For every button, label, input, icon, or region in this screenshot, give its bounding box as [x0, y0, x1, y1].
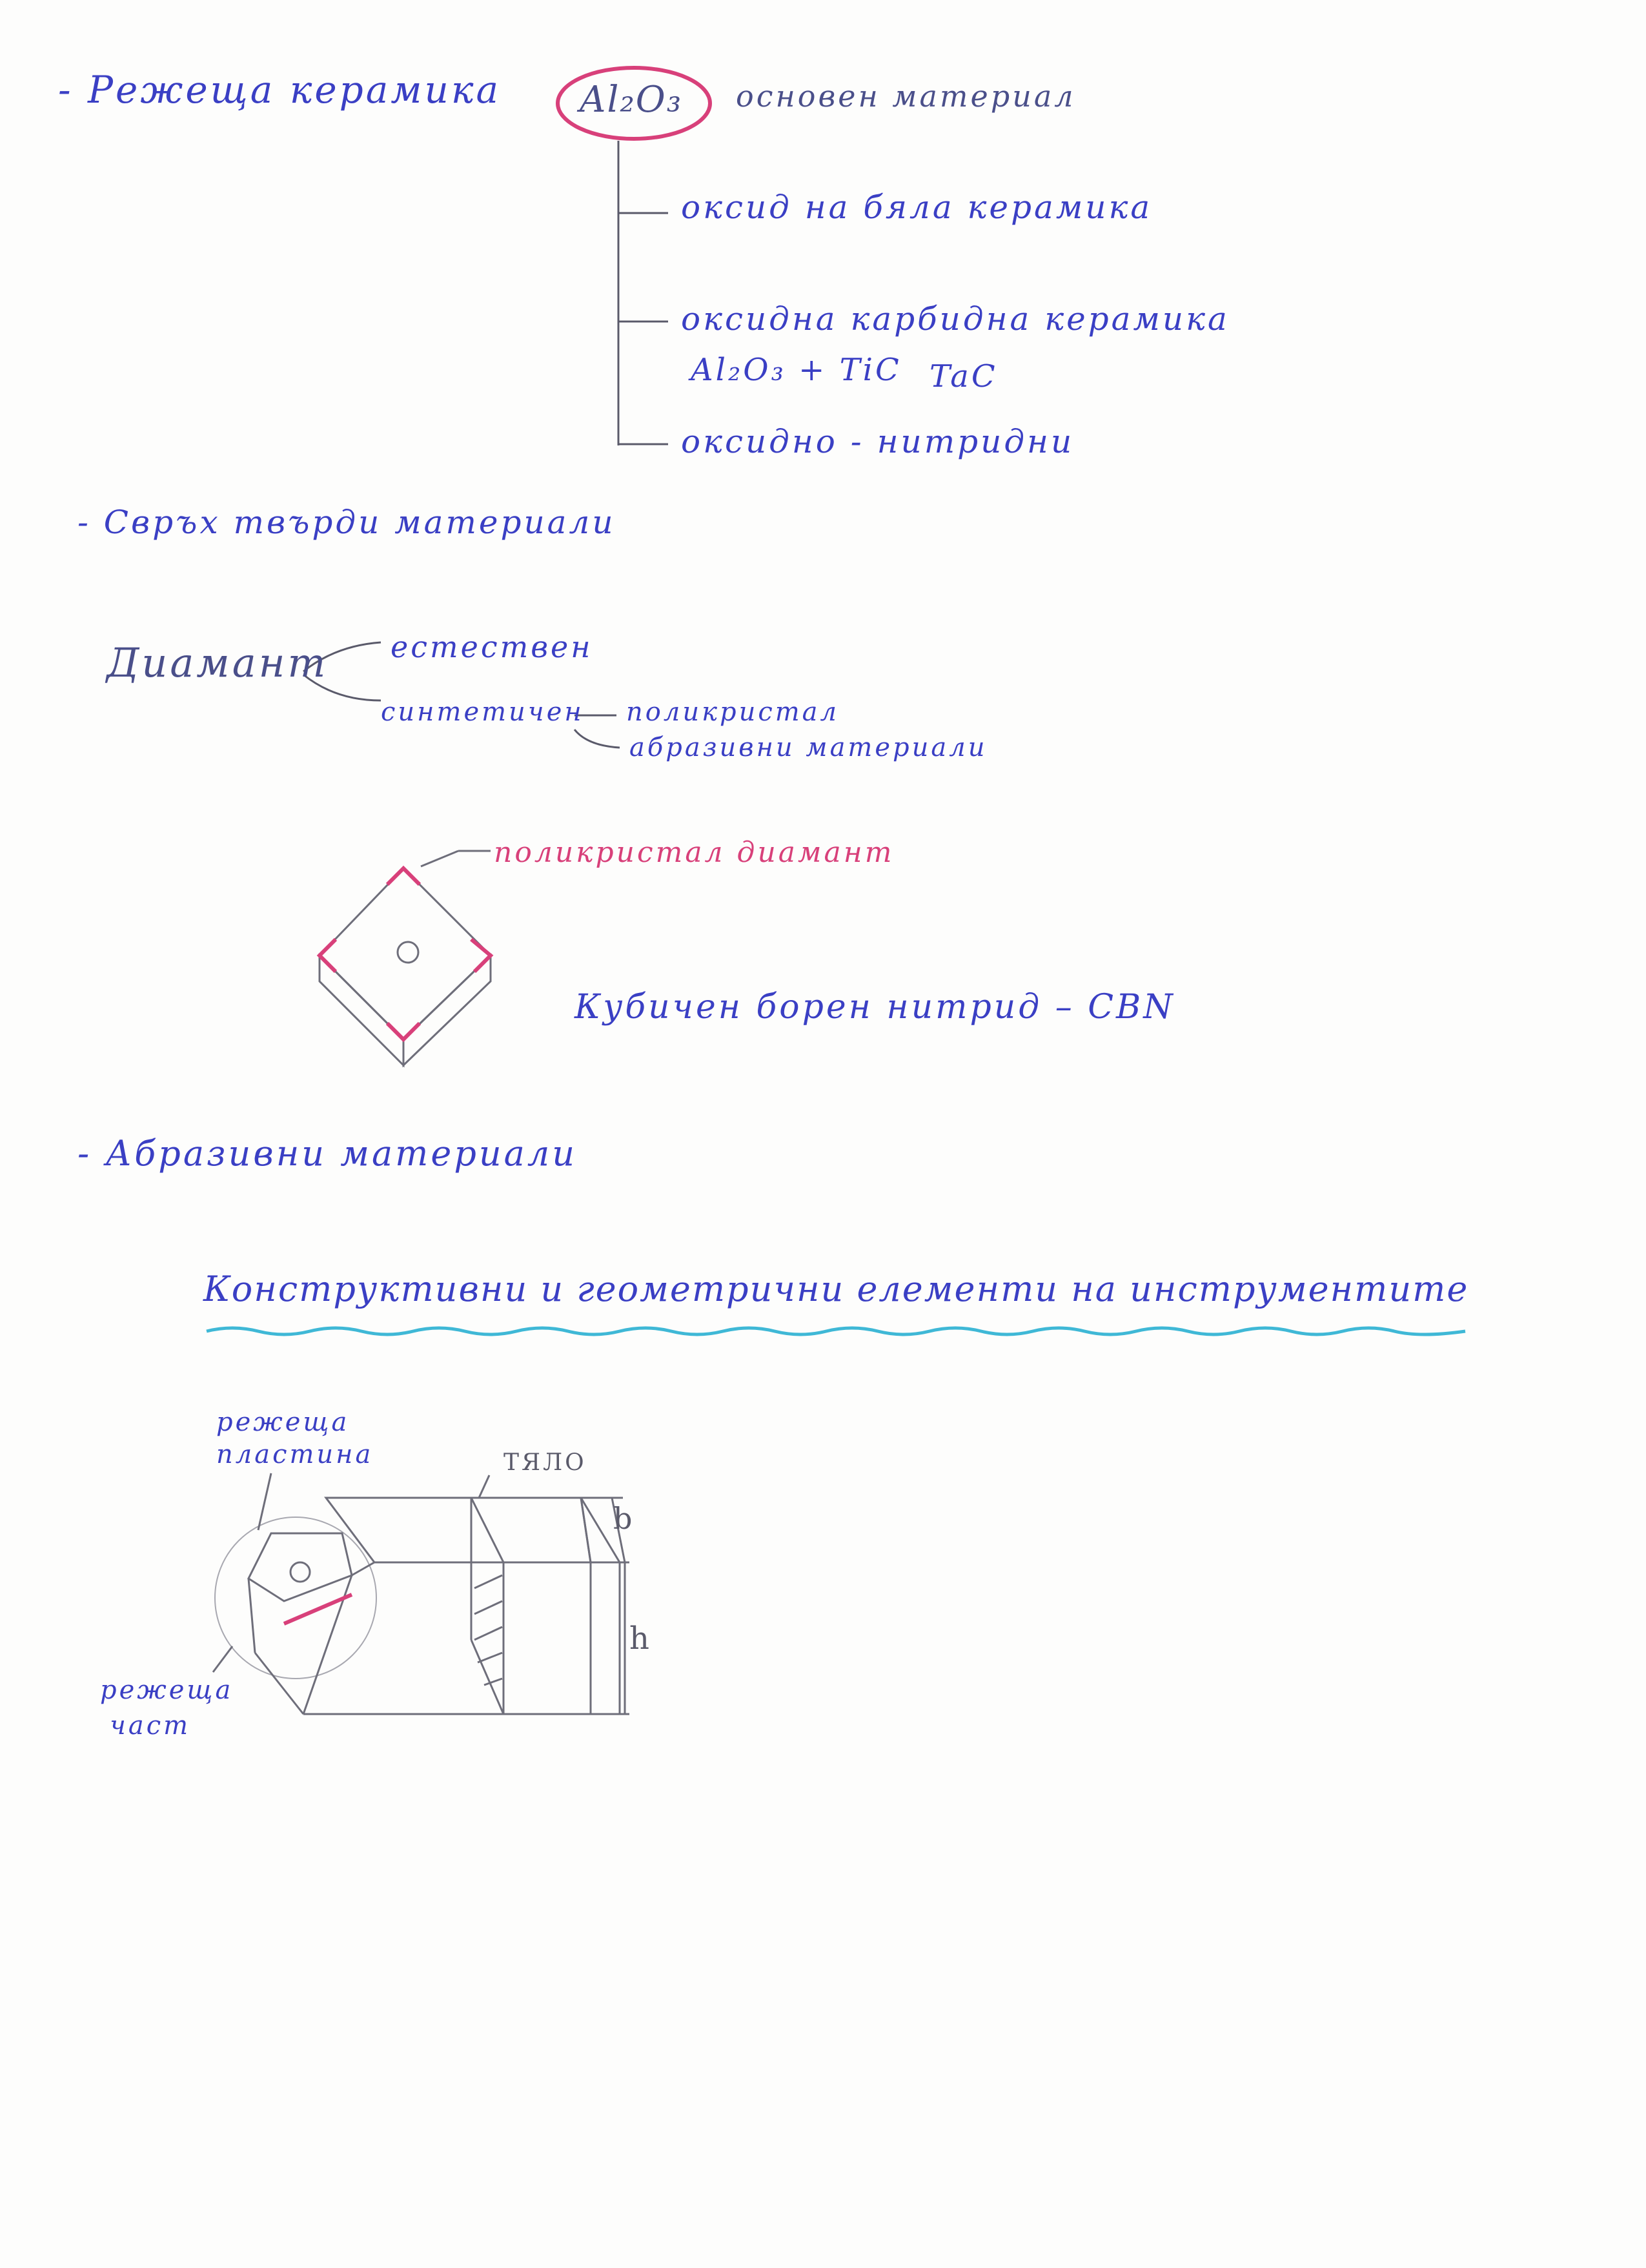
title-underline	[207, 1328, 1465, 1334]
branch-oxide-nitride: оксидно - нитридни	[681, 423, 1075, 460]
heading-superhard: - Свръх твърди материали	[77, 504, 616, 541]
label-insert-line2: пластина	[216, 1440, 374, 1469]
insert-polycrystal-label: поликристал диамант	[494, 836, 895, 869]
branch2-formula: Al₂O₃ + TiC	[691, 352, 902, 388]
label-insert-line1: режеща	[216, 1407, 350, 1437]
label-h: h	[629, 1620, 652, 1657]
synthetic-label: синтетичен	[381, 697, 584, 727]
label-part-line1: режеща	[100, 1675, 234, 1705]
branch-oxide-white: оксид на бяла керамика	[681, 189, 1153, 226]
label-part-line2: част	[110, 1711, 191, 1741]
heading-abrasive: - Абразивни материали	[77, 1133, 578, 1174]
polycrystal-label: поликристал	[626, 697, 839, 727]
natural-label: естествен	[391, 629, 593, 664]
formula-al2o3: Al₂O₃	[580, 79, 683, 121]
tree-connector	[618, 141, 668, 445]
diamond-label: Диамант	[107, 639, 329, 686]
heading-cutting-ceramics: - Режеща керамика	[58, 68, 502, 112]
formula-note: основен материал	[736, 79, 1076, 114]
branch-oxide-carbide: оксидна карбидна керамика	[681, 300, 1230, 338]
label-b: b	[613, 1501, 635, 1536]
label-body: ТЯЛО	[503, 1449, 587, 1476]
abrasive-label: абразивни материали	[629, 733, 988, 762]
insert-cutting-corners	[320, 868, 491, 1039]
insert-cutting-edge	[284, 1595, 352, 1624]
cutting-tool-drawing	[213, 1473, 629, 1714]
branch2-tac: TaC	[930, 358, 998, 394]
square-insert-drawing	[320, 851, 491, 1065]
section-title: Конструктивни и геометрични елементи на инструментите	[203, 1269, 1469, 1309]
cbn-label: Кубичен борен нитрид – CBN	[574, 988, 1175, 1027]
